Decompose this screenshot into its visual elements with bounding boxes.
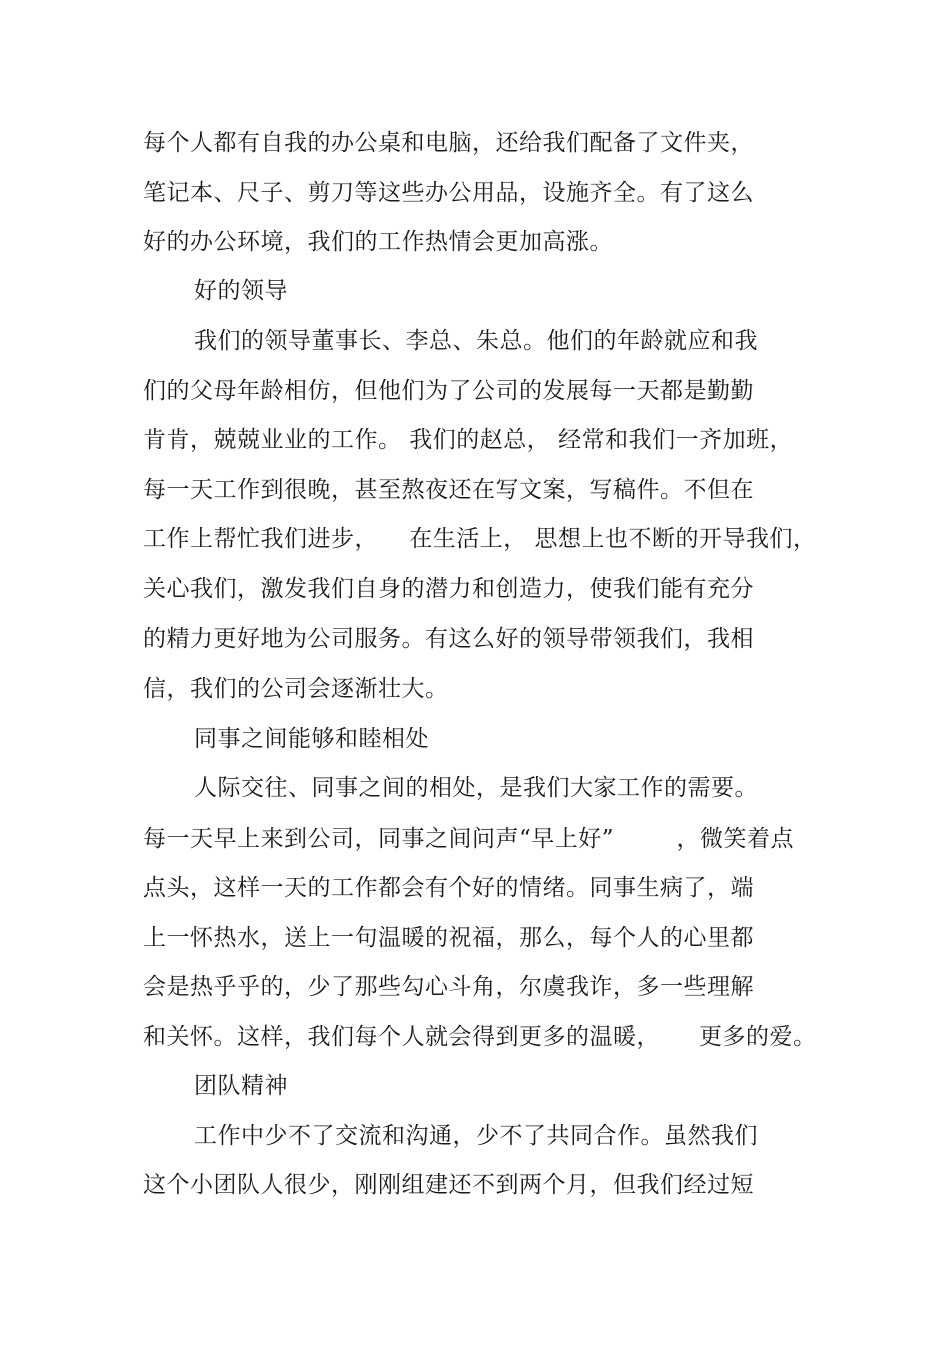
text-line: 会是热乎乎的，少了那些勾心斗角，尔虞我诈，多一些理解 bbox=[143, 974, 754, 1000]
section-heading: 团队精神 bbox=[194, 1073, 288, 1099]
paragraph-start: 人际交往、同事之间的相处，是我们大家工作的需要。 bbox=[194, 775, 758, 801]
text-line: 点头，这样一天的工作都会有个好的情绪。同事生病了，端 bbox=[143, 875, 754, 901]
text-line: 上一怀热水，送上一句温暖的祝福，那么，每个人的心里都 bbox=[143, 925, 754, 951]
text-line: 每一天早上来到公司，同事之间问声“早上好” ，微笑着点 bbox=[143, 826, 795, 852]
text-line: 好的办公环境，我们的工作热情会更加高涨。 bbox=[143, 229, 613, 255]
text-line: 和关怀。这样，我们每个人就会得到更多的温暖， 更多的爱。 bbox=[143, 1024, 817, 1050]
paragraph-start: 工作中少不了交流和沟通，少不了共同合作。虽然我们 bbox=[194, 1123, 758, 1149]
text-line: 的精力更好地为公司服务。有这么好的领导带领我们，我相 bbox=[143, 626, 754, 652]
text-line: 肯肯，兢兢业业的工作。 我们的赵总， 经常和我们一齐加班， bbox=[143, 427, 794, 453]
text-line: 每个人都有自我的办公桌和电脑，还给我们配备了文件夹， bbox=[143, 130, 754, 156]
text-line: 笔记本、尺子、剪刀等这些办公用品，设施齐全。有了这么 bbox=[143, 180, 754, 206]
text-line: 工作上帮忙我们进步， 在生活上， 思想上也不断的开导我们， bbox=[143, 526, 817, 552]
section-heading: 同事之间能够和睦相处 bbox=[194, 726, 429, 752]
text-line: 关心我们，激发我们自身的潜力和创造力，使我们能有充分 bbox=[143, 576, 754, 602]
text-line: 这个小团队人很少，刚刚组建还不到两个月，但我们经过短 bbox=[143, 1172, 754, 1198]
paragraph-start: 我们的领导董事长、李总、朱总。他们的年龄就应和我 bbox=[194, 328, 758, 354]
text-line: 信，我们的公司会逐渐壮大。 bbox=[143, 676, 449, 702]
text-line: 每一天工作到很晚，甚至熬夜还在写文案，写稿件。不但在 bbox=[143, 477, 754, 503]
text-line: 们的父母年龄相仿，但他们为了公司的发展每一天都是勤勤 bbox=[143, 378, 754, 404]
section-heading: 好的领导 bbox=[194, 278, 288, 304]
